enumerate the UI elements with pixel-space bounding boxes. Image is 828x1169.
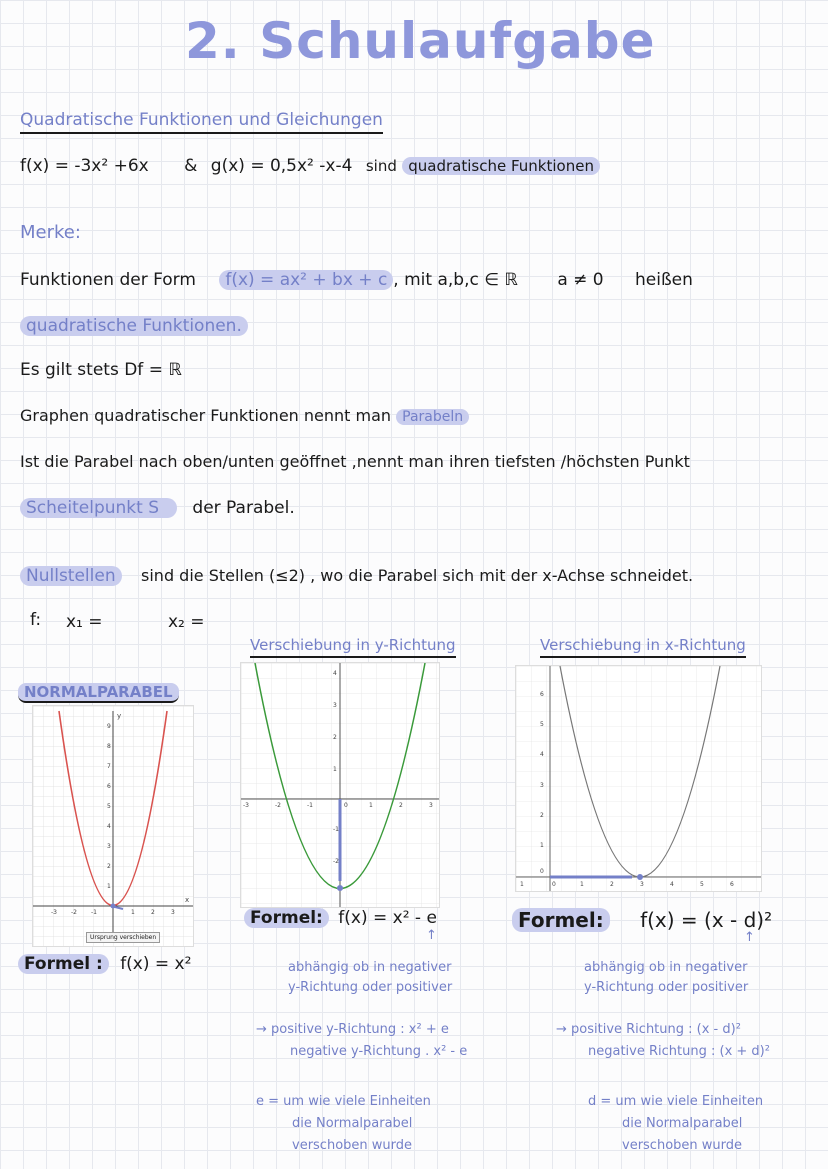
merke-line6	[20, 498, 295, 518]
ydir-note2: y-Richtung oder positiver	[288, 980, 453, 995]
svg-text:y: y	[117, 712, 122, 720]
svg-text:3: 3	[540, 782, 544, 789]
svg-text:5: 5	[700, 881, 704, 888]
svg-text:1: 1	[540, 842, 544, 849]
svg-text:-1: -1	[307, 802, 313, 809]
ydir-arrow: ↑	[426, 928, 437, 943]
ydir-e3: verschoben wurde	[292, 1138, 413, 1153]
example-highlight: quadratische Funktionen	[402, 157, 600, 175]
nullstellen-f: f:	[30, 610, 42, 630]
ydir-neg: negative y-Richtung . x² - e	[290, 1044, 468, 1059]
nullstellen-line	[20, 566, 693, 586]
merke-line1-pre: Funktionen der Form	[20, 270, 196, 290]
ydir-pos: → positive y-Richtung : x² + e	[256, 1022, 449, 1037]
svg-text:2: 2	[540, 812, 544, 819]
normal-formel	[18, 954, 191, 974]
nullstellen-x1: x₁ =	[66, 612, 103, 632]
svg-text:-3: -3	[243, 802, 249, 809]
merke-line1-end: heißen	[635, 270, 693, 290]
merke-line4	[20, 406, 469, 425]
merke-label: Merke:	[20, 222, 81, 243]
xdir-formel-label: Formel:	[512, 908, 610, 932]
svg-text:0: 0	[540, 868, 544, 875]
svg-text:2: 2	[399, 802, 403, 809]
svg-text:2: 2	[610, 881, 614, 888]
normal-heading: NORMALPARABEL	[18, 683, 179, 703]
svg-text:1: 1	[107, 883, 111, 890]
page-title: 2. Schulaufgabe	[185, 12, 656, 70]
svg-text:1: 1	[131, 909, 135, 916]
nullstellen-label: Nullstellen	[20, 566, 122, 586]
svg-text:6: 6	[107, 783, 111, 790]
xdir-note2: y-Richtung oder positiver	[584, 980, 749, 995]
svg-text:4: 4	[107, 823, 111, 830]
ydir-heading: Verschiebung in y-Richtung	[250, 636, 456, 658]
section-heading: Quadratische Funktionen und Gleichungen	[20, 110, 383, 134]
xdir-formel	[512, 908, 772, 932]
normal-parabola-chart	[32, 705, 194, 947]
svg-text:-3: -3	[51, 909, 57, 916]
ydir-e1: e = um wie viele Einheiten	[256, 1094, 431, 1109]
svg-text:9: 9	[107, 723, 111, 730]
merke-line4-pre: Graphen quadratischer Funktionen nennt man	[20, 406, 392, 425]
ydir-formel-label: Formel:	[244, 908, 329, 928]
example-amp: &	[184, 156, 198, 176]
normal-formel-label: Formel :	[18, 954, 109, 974]
svg-text:3: 3	[429, 802, 433, 809]
svg-text:4: 4	[333, 670, 337, 677]
normal-formel-value: f(x) = x²	[120, 954, 192, 974]
merke-line2	[20, 316, 248, 336]
merke-cond: a ≠ 0	[557, 270, 604, 290]
svg-text:1: 1	[580, 881, 584, 888]
ydir-e2: die Normalparabel	[292, 1116, 413, 1131]
x-shift-chart	[515, 665, 762, 892]
svg-text:2: 2	[151, 909, 155, 916]
ydir-formel-value: f(x) = x² - e	[338, 908, 437, 928]
svg-text:0: 0	[344, 802, 348, 809]
svg-text:2: 2	[107, 863, 111, 870]
svg-text:x: x	[185, 896, 190, 904]
merke-line4-hl: Parabeln	[396, 409, 469, 425]
svg-text:3: 3	[640, 881, 644, 888]
svg-text:5: 5	[107, 803, 111, 810]
example-line	[20, 156, 600, 176]
svg-text:6: 6	[730, 881, 734, 888]
merke-line5: Ist die Parabel nach oben/unten geöffnet ,nennt man ihren tiefsten /höchsten Punkt	[20, 452, 690, 471]
xdir-note1: abhängig ob in negativer	[584, 960, 748, 975]
svg-text:5: 5	[540, 721, 544, 728]
example-suffix: sind	[365, 157, 397, 175]
xdir-d1: d = um wie viele Einheiten	[588, 1094, 764, 1109]
merke-line6-post: der Parabel.	[192, 498, 295, 518]
svg-text:1: 1	[333, 766, 337, 773]
y-shift-chart	[240, 662, 440, 908]
xdir-d2: die Normalparabel	[622, 1116, 743, 1131]
origin-move-button[interactable]: Ursprung verschieben	[86, 932, 160, 943]
xdir-heading: Verschiebung in x-Richtung	[540, 636, 746, 658]
svg-text:3: 3	[107, 843, 111, 850]
nullstellen-x2: x₂ =	[168, 612, 205, 632]
svg-text:3: 3	[333, 702, 337, 709]
merke-formula: f(x) = ax² + bx + c	[219, 270, 393, 290]
xdir-pos: → positive Richtung : (x - d)²	[556, 1022, 741, 1037]
svg-text:1: 1	[520, 881, 524, 888]
svg-text:0: 0	[552, 881, 556, 888]
svg-text:2: 2	[333, 734, 337, 741]
svg-text:1: 1	[369, 802, 373, 809]
ydir-formel	[244, 908, 437, 928]
svg-text:4: 4	[540, 751, 544, 758]
svg-text:6: 6	[540, 691, 544, 698]
example-g: g(x) = 0,5x² -x-4	[210, 156, 353, 176]
svg-text:-2: -2	[333, 858, 339, 865]
svg-text:-2: -2	[275, 802, 281, 809]
svg-text:-1: -1	[91, 909, 97, 916]
merke-line6-hl: Scheitelpunkt S	[20, 498, 177, 518]
ydir-note1: abhängig ob in negativer	[288, 960, 452, 975]
example-f: f(x) = -3x² +6x	[20, 156, 149, 176]
xdir-neg: negative Richtung : (x + d)²	[588, 1044, 770, 1059]
svg-text:-1: -1	[333, 826, 339, 833]
nullstellen-text: sind die Stellen (≤2) , wo die Parabel sich mit der x-Achse schneidet.	[141, 566, 694, 585]
svg-text:7: 7	[107, 763, 111, 770]
svg-text:8: 8	[107, 743, 111, 750]
svg-text:3: 3	[171, 909, 175, 916]
merke-line2-hl: quadratische Funktionen.	[20, 316, 248, 336]
xdir-arrow: ↑	[744, 930, 755, 945]
xdir-formel-value: f(x) = (x - d)²	[640, 908, 773, 932]
svg-text:-2: -2	[71, 909, 77, 916]
merke-line1-post: , mit a,b,c ∈ ℝ	[393, 270, 518, 290]
svg-text:4: 4	[670, 881, 674, 888]
merke-line1	[20, 270, 693, 290]
merke-line3: Es gilt stets Df = ℝ	[20, 360, 182, 380]
xdir-d3: verschoben wurde	[622, 1138, 743, 1153]
